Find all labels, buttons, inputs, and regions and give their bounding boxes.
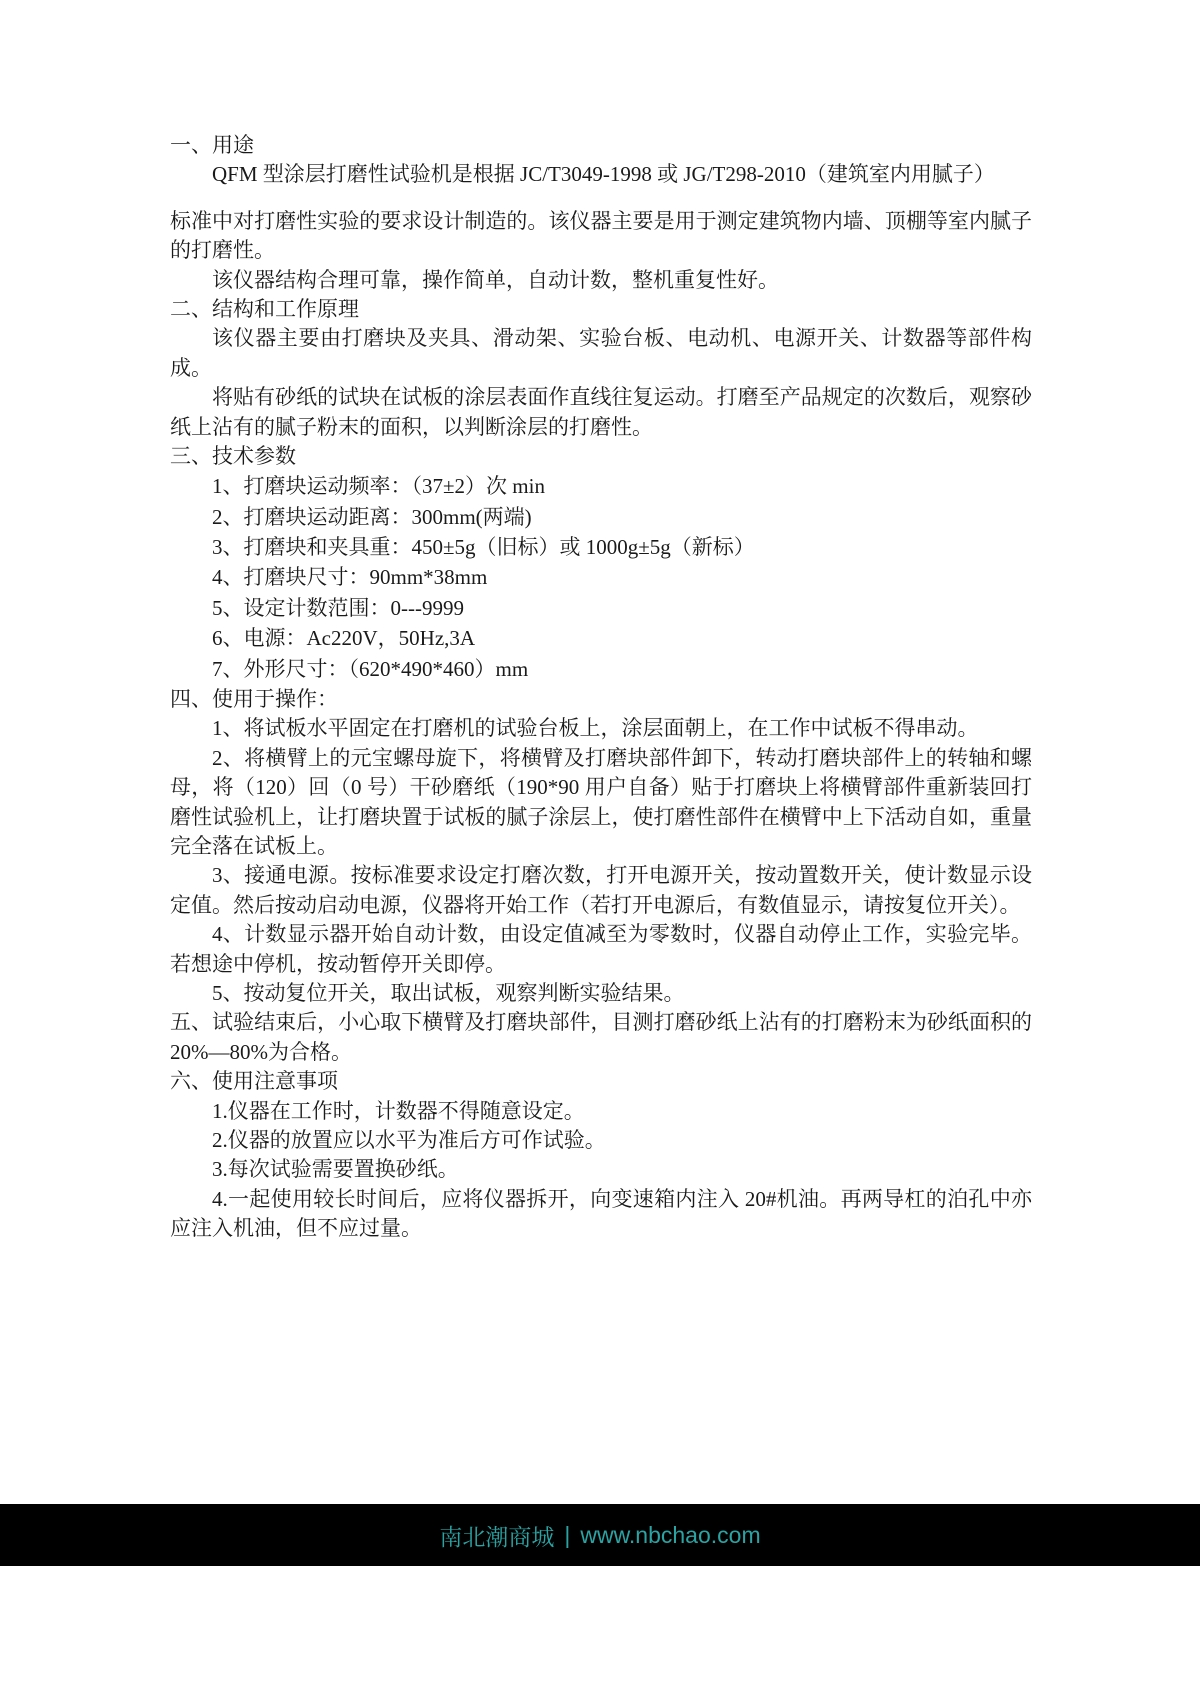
footer-site-name: 南北潮商城 [439,1523,555,1550]
spec-list-item: 7、外形尺寸：（620*490*460）mm [212,656,529,681]
paragraph: 五、试验结束后，小心取下横臂及打磨块部件，目测打磨砂纸上沾有的打磨粉末为砂纸面积的 20%—80%为合格。 [170,1010,1032,1064]
paragraph: 5、按动复位开关，取出试板，观察判断实验结果。 [212,980,685,1005]
paragraph: 3、接通电源。按标准要求设定打磨次数，打开电源开关，按动置数开关，使计数显示设定值。然后按动启动电源，仪器将开始工作（若打开电源后，有数值显示，请按复位开关）。 [170,863,1032,917]
paragraph: 2.仪器的放置应以水平为准后方可作试验。 [212,1127,606,1152]
paragraph: 标准中对打磨性实验的要求设计制造的。该仪器主要是用于测定建筑物内墙、顶棚等室内腻子的打磨性。 [170,208,1032,263]
paragraph: 该仪器主要由打磨块及夹具、滑动架、实验台板、电动机、电源开关、计数器等部件构成。 [170,326,1032,380]
footer-separator: | [564,1521,571,1548]
section-heading: 三、技术参数 [170,443,296,468]
spec-list-item: 1、打磨块运动频率：（37±2）次 min [212,474,545,499]
paragraph: 该仪器结构合理可靠，操作简单，自动计数，整机重复性好。 [212,267,779,292]
spec-list-item: 3、打磨块和夹具重：450±5g（旧标）或 1000g±5g（新标） [212,535,755,560]
paragraph: QFM 型涂层打磨性试验机是根据 JC/T3049-1998 或 JG/T298-2010（建筑室内用腻子） [212,162,995,187]
footer-url-link[interactable]: www.nbchao.com [580,1521,761,1548]
paragraph: 2、将横臂上的元宝螺母旋下，将横臂及打磨块部件卸下，转动打磨块部件上的转轴和螺母，将（120）回（0 号）干砂磨纸（190*90 用户自备）贴于打磨块上将横臂部件重新装回打磨性试验机上，让打磨块置于试板的腻子涂层上，使打磨性部件在横臂中上下活动自如，重量完全落在试板上。 [170,745,1032,858]
paragraph: 3.每次试验需要置换砂纸。 [212,1157,459,1182]
spec-list-item: 2、打磨块运动距离：300mm(两端) [212,504,532,529]
spec-list-item: 6、电源：Ac220V，50Hz,3A [212,626,476,651]
paragraph: 4、计数显示器开始自动计数，由设定值减至为零数时，仪器自动停止工作，实验完毕。若想途中停机，按动暂停开关即停。 [170,922,1032,976]
paragraph: 4.一起使用较长时间后，应将仪器拆开，向变速箱内注入 20#机油。再两导杠的泊孔中亦应注入机油，但不应过量。 [170,1186,1032,1241]
section-heading: 一、用途 [170,133,254,157]
paragraph: 1.仪器在工作时，计数器不得随意设定。 [212,1098,585,1123]
footer-bar [0,1504,1200,1566]
spec-list-item: 4、打磨块尺寸：90mm*38mm [212,565,488,590]
spec-list-item: 5、设定计数范围：0---9999 [212,595,464,620]
section-heading: 四、使用于操作： [170,687,338,712]
paragraph: 将贴有砂纸的试块在试板的涂层表面作直线往复运动。打磨至产品规定的次数后，观察砂纸上沾有的腻子粉末的面积，以判断涂层的打磨性。 [170,385,1032,439]
section-heading: 六、使用注意事项 [170,1069,338,1094]
document-body [170,131,1032,1243]
section-heading: 二、结构和工作原理 [170,296,359,321]
paragraph: 1、将试板水平固定在打磨机的试验台板上，涂层面朝上，在工作中试板不得串动。 [212,716,979,741]
